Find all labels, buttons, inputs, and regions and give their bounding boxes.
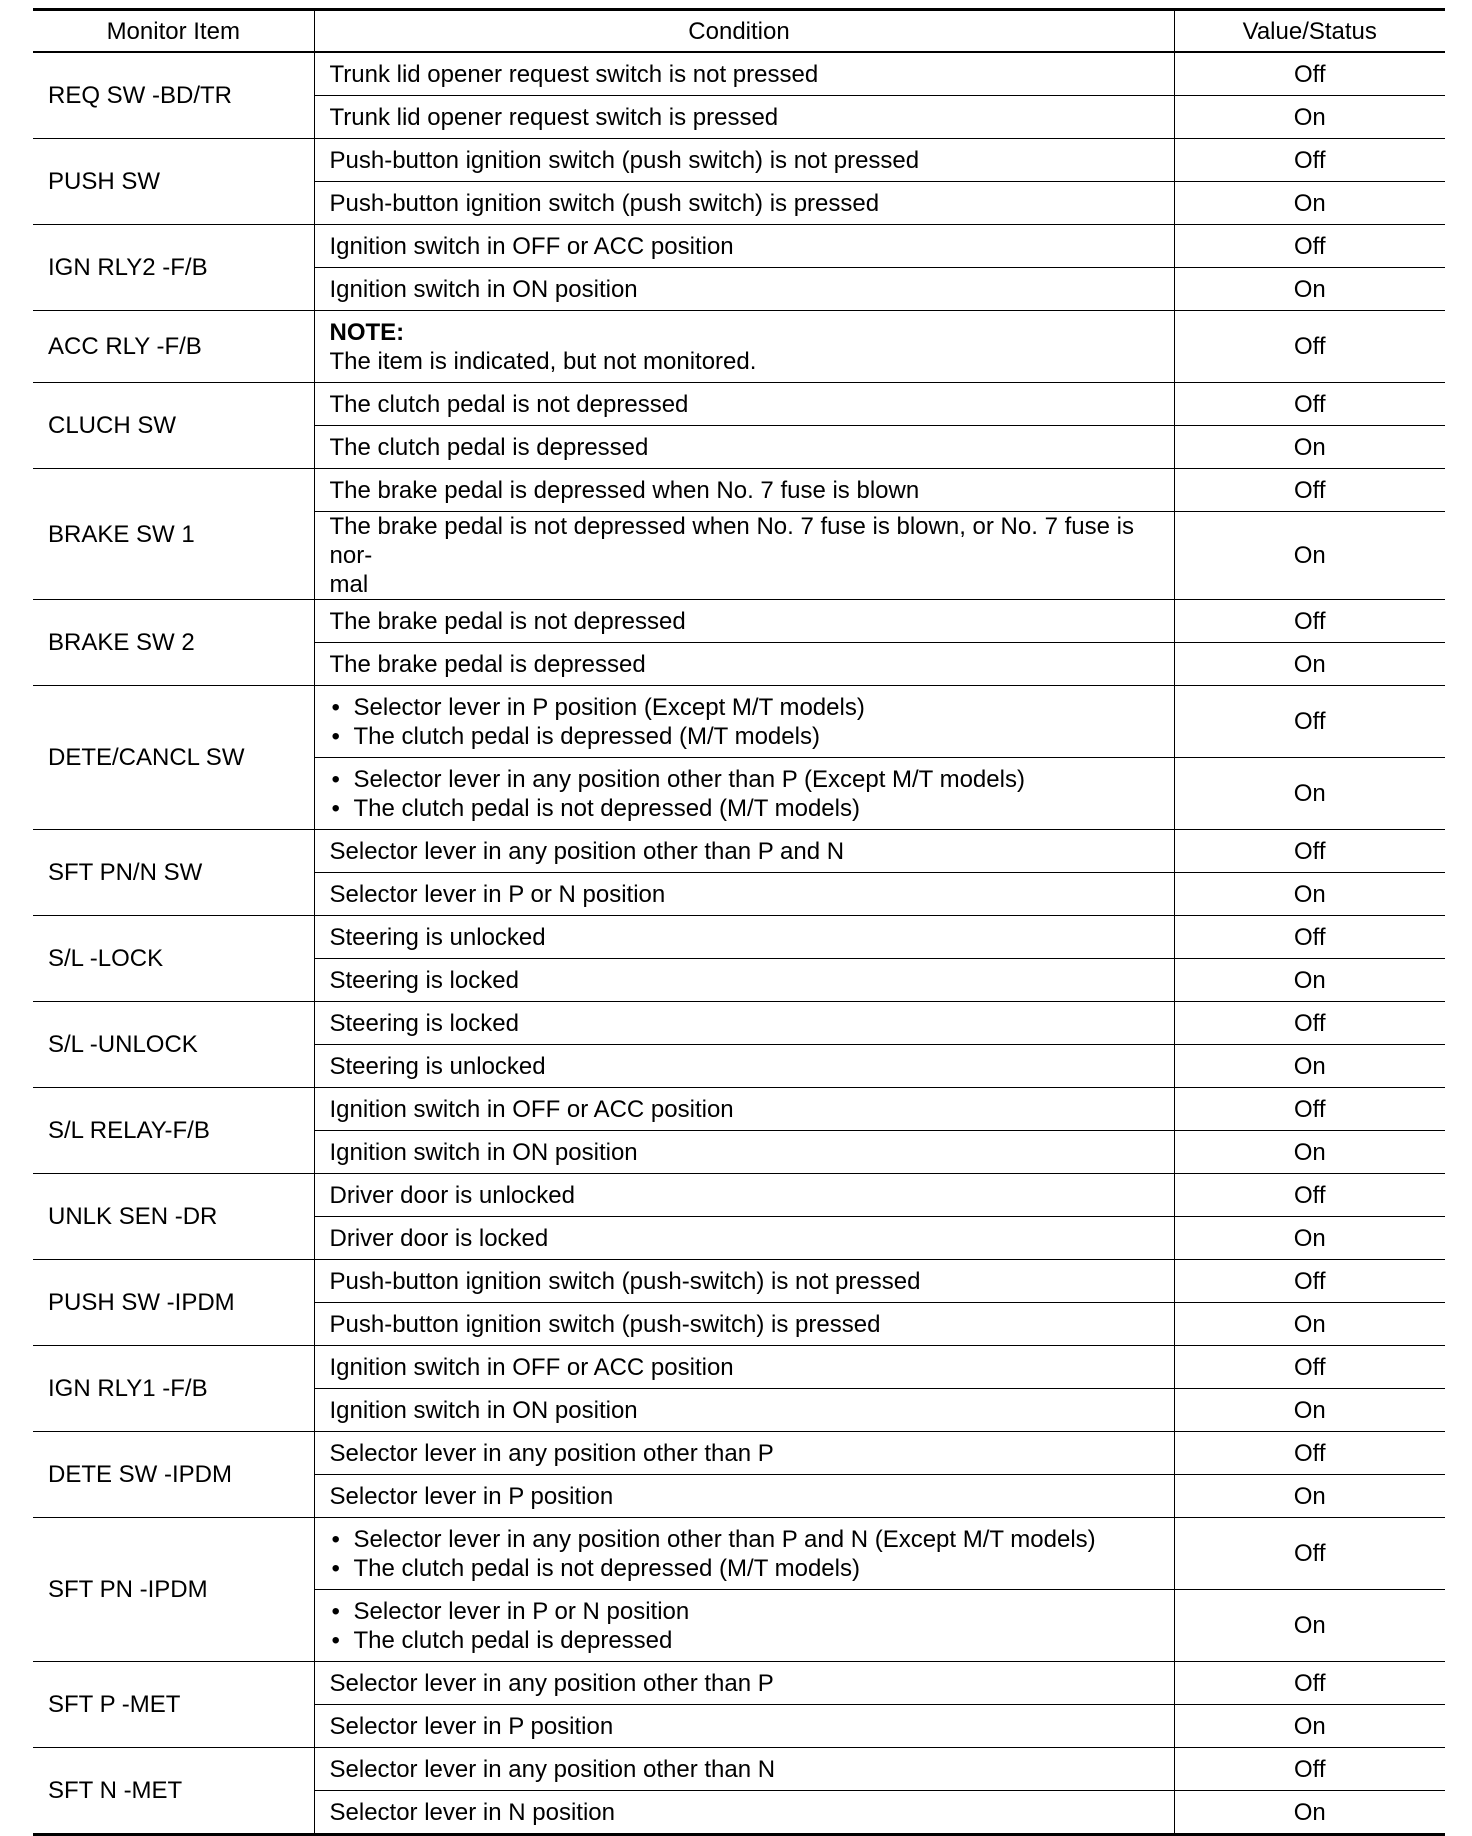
monitor-item-cell: REQ SW -BD/TR — [33, 52, 314, 139]
value-status-cell: On — [1174, 268, 1445, 311]
value-status-cell: On — [1174, 1045, 1445, 1088]
value-status-cell: On — [1174, 1389, 1445, 1432]
table-row — [33, 469, 1445, 512]
value-status-cell: On — [1174, 426, 1445, 469]
table-row — [33, 830, 1445, 873]
monitor-item-cell: S/L -UNLOCK — [33, 1002, 314, 1088]
condition-bullet-list — [330, 1525, 1164, 1583]
condition-cell — [314, 1518, 1174, 1590]
condition-cell — [314, 686, 1174, 758]
value-status-cell: Off — [1174, 1748, 1445, 1791]
value-status-cell: Off — [1174, 1518, 1445, 1590]
monitor-item-cell: BRAKE SW 1 — [33, 469, 314, 600]
value-status-cell: Off — [1174, 1346, 1445, 1389]
monitor-item-cell: IGN RLY2 -F/B — [33, 225, 314, 311]
value-status-cell: On — [1174, 182, 1445, 225]
table-row — [33, 383, 1445, 426]
value-status-cell: On — [1174, 643, 1445, 686]
value-status-cell: Off — [1174, 469, 1445, 512]
note-text: The item is indicated, but not monitored. — [329, 347, 757, 375]
monitor-item-cell: PUSH SW -IPDM — [33, 1260, 314, 1346]
condition-cell: Ignition switch in ON position — [314, 1131, 1174, 1174]
value-status-cell: On — [1174, 1303, 1445, 1346]
condition-cell: Trunk lid opener request switch is pressed — [314, 96, 1174, 139]
table-body — [33, 52, 1445, 1835]
table-row — [33, 1662, 1445, 1705]
condition-bullet-item: • Selector lever in any position other than P and N (Except M/T models) — [330, 1525, 1164, 1554]
condition-cell: Selector lever in P or N position — [314, 873, 1174, 916]
condition-cell — [314, 311, 1174, 383]
value-status-cell: Off — [1174, 1088, 1445, 1131]
value-status-cell: Off — [1174, 830, 1445, 873]
condition-cell — [314, 758, 1174, 830]
table-row — [33, 916, 1445, 959]
header-monitor-item: Monitor Item — [33, 10, 314, 53]
value-status-cell: On — [1174, 1475, 1445, 1518]
monitor-item-cell: SFT P -MET — [33, 1662, 314, 1748]
condition-bullet-item: • Selector lever in any position other than P (Except M/T models) — [330, 765, 1164, 794]
monitor-item-cell: SFT PN -IPDM — [33, 1518, 314, 1662]
monitor-item-cell: DETE SW -IPDM — [33, 1432, 314, 1518]
monitor-item-table — [33, 8, 1445, 1836]
monitor-item-cell: BRAKE SW 2 — [33, 600, 314, 686]
condition-cell: Trunk lid opener request switch is not pressed — [314, 52, 1174, 96]
value-status-cell: On — [1174, 1791, 1445, 1835]
value-status-cell: Off — [1174, 1174, 1445, 1217]
value-status-cell: Off — [1174, 1662, 1445, 1705]
condition-cell: The brake pedal is depressed — [314, 643, 1174, 686]
condition-cell: Push-button ignition switch (push-switch) is not pressed — [314, 1260, 1174, 1303]
condition-cell: Steering is locked — [314, 959, 1174, 1002]
monitor-item-cell: SFT PN/N SW — [33, 830, 314, 916]
value-status-cell: Off — [1174, 225, 1445, 268]
condition-cell: Selector lever in any position other than N — [314, 1748, 1174, 1791]
value-status-cell: On — [1174, 1590, 1445, 1662]
condition-cell: Push-button ignition switch (push switch) is not pressed — [314, 139, 1174, 182]
value-status-cell: Off — [1174, 1260, 1445, 1303]
condition-cell: Ignition switch in OFF or ACC position — [314, 225, 1174, 268]
table-row — [33, 225, 1445, 268]
table-row — [33, 52, 1445, 96]
table-row — [33, 1260, 1445, 1303]
table-row — [33, 1174, 1445, 1217]
note-label: NOTE: — [329, 318, 405, 346]
value-status-cell: Off — [1174, 1432, 1445, 1475]
condition-cell: Selector lever in P position — [314, 1475, 1174, 1518]
condition-cell: The brake pedal is not depressed — [314, 600, 1174, 643]
condition-cell — [314, 1590, 1174, 1662]
condition-cell: Ignition switch in OFF or ACC position — [314, 1346, 1174, 1389]
value-status-cell: Off — [1174, 139, 1445, 182]
condition-bullet-list — [330, 693, 1164, 751]
value-status-cell: On — [1174, 959, 1445, 1002]
condition-cell: The brake pedal is depressed when No. 7 fuse is blown — [314, 469, 1174, 512]
condition-bullet-item: • The clutch pedal is depressed — [330, 1626, 1164, 1655]
condition-bullet-item: • The clutch pedal is not depressed (M/T models) — [330, 1554, 1164, 1583]
condition-cell: Push-button ignition switch (push-switch) is pressed — [314, 1303, 1174, 1346]
monitor-item-cell: PUSH SW — [33, 139, 314, 225]
value-status-cell: On — [1174, 873, 1445, 916]
monitor-item-cell: ACC RLY -F/B — [33, 311, 314, 383]
monitor-item-cell: UNLK SEN -DR — [33, 1174, 314, 1260]
monitor-item-cell: SFT N -MET — [33, 1748, 314, 1835]
value-status-cell: Off — [1174, 52, 1445, 96]
condition-bullet-list — [330, 765, 1164, 823]
table-row — [33, 139, 1445, 182]
monitor-item-cell: DETE/CANCL SW — [33, 686, 314, 830]
value-status-cell: On — [1174, 1705, 1445, 1748]
condition-cell: Selector lever in any position other than P and N — [314, 830, 1174, 873]
condition-cell: Steering is unlocked — [314, 916, 1174, 959]
condition-cell: Steering is unlocked — [314, 1045, 1174, 1088]
condition-cell: Push-button ignition switch (push switch) is pressed — [314, 182, 1174, 225]
monitor-item-cell: IGN RLY1 -F/B — [33, 1346, 314, 1432]
condition-cell: Driver door is locked — [314, 1217, 1174, 1260]
condition-bullet-list — [330, 1597, 1164, 1655]
monitor-item-cell: S/L RELAY-F/B — [33, 1088, 314, 1174]
table-row — [33, 1002, 1445, 1045]
condition-cell: Ignition switch in OFF or ACC position — [314, 1088, 1174, 1131]
value-status-cell: Off — [1174, 1002, 1445, 1045]
condition-cell: Selector lever in N position — [314, 1791, 1174, 1835]
monitor-item-cell: CLUCH SW — [33, 383, 314, 469]
table-row — [33, 1088, 1445, 1131]
condition-cell: Selector lever in any position other than P — [314, 1662, 1174, 1705]
value-status-cell: Off — [1174, 686, 1445, 758]
value-status-cell: Off — [1174, 916, 1445, 959]
table-row — [33, 1346, 1445, 1389]
value-status-cell: On — [1174, 512, 1445, 600]
value-status-cell: On — [1174, 96, 1445, 139]
value-status-cell: Off — [1174, 383, 1445, 426]
condition-cell: Steering is locked — [314, 1002, 1174, 1045]
table-row — [33, 1432, 1445, 1475]
condition-cell: Selector lever in P position — [314, 1705, 1174, 1748]
condition-bullet-item: • Selector lever in P position (Except M/T models) — [330, 693, 1164, 722]
condition-cell: Selector lever in any position other than P — [314, 1432, 1174, 1475]
condition-cell: The clutch pedal is depressed — [314, 426, 1174, 469]
table-row — [33, 686, 1445, 758]
condition-cell: Driver door is unlocked — [314, 1174, 1174, 1217]
table-row — [33, 1748, 1445, 1791]
table-row — [33, 600, 1445, 643]
value-status-cell: Off — [1174, 311, 1445, 383]
value-status-cell: On — [1174, 758, 1445, 830]
header-condition: Condition — [314, 10, 1174, 53]
monitor-item-cell: S/L -LOCK — [33, 916, 314, 1002]
condition-cell: The brake pedal is not depressed when No. 7 fuse is blown, or No. 7 fuse is nor- mal — [314, 512, 1174, 600]
condition-cell: Ignition switch in ON position — [314, 1389, 1174, 1432]
condition-cell: The clutch pedal is not depressed — [314, 383, 1174, 426]
condition-bullet-item: • Selector lever in P or N position — [330, 1597, 1164, 1626]
condition-bullet-item: • The clutch pedal is not depressed (M/T models) — [330, 794, 1164, 823]
value-status-cell: On — [1174, 1217, 1445, 1260]
condition-cell: Ignition switch in ON position — [314, 268, 1174, 311]
table-row — [33, 1518, 1445, 1590]
value-status-cell: On — [1174, 1131, 1445, 1174]
header-value-status: Value/Status — [1174, 10, 1445, 53]
value-status-cell: Off — [1174, 600, 1445, 643]
table-row — [33, 311, 1445, 383]
table-header-row — [33, 10, 1445, 53]
condition-bullet-item: • The clutch pedal is depressed (M/T models) — [330, 722, 1164, 751]
